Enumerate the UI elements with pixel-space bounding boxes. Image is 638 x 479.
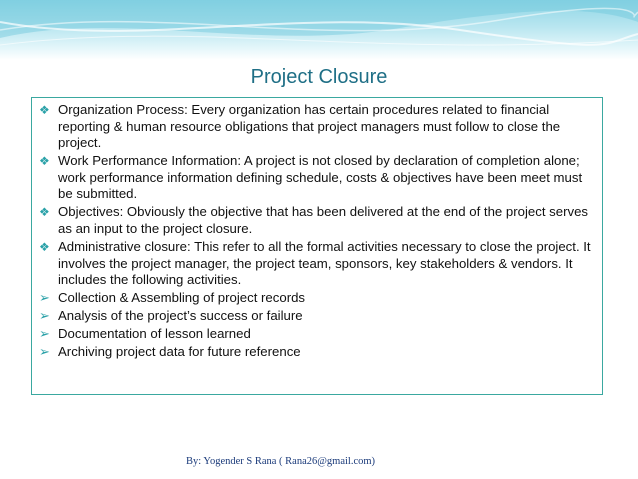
list-item xyxy=(39,153,594,203)
arrow-bullet-icon: ➢ xyxy=(39,344,50,360)
arrow-bullet-icon: ➢ xyxy=(39,326,50,342)
list-item-text: Analysis of the project’s success or failure xyxy=(58,308,303,324)
list-item-text: Administrative closure: This refer to all the formal activities necessary to close the project. It involves the project manager, the project team, sponsors, key stakeholders & vendors. It includes the following activities. xyxy=(58,238,591,288)
diamond-bullet-icon: ❖ xyxy=(39,239,50,254)
list-item xyxy=(39,239,594,289)
footer-credit: By: Yogender S Rana ( Rana26@gmail.com) xyxy=(186,456,376,467)
list-item-text: Documentation of lesson learned xyxy=(58,326,251,342)
list-item-text: Collection & Assembling of project records xyxy=(58,290,306,306)
list-item xyxy=(39,290,594,307)
list-item-text: Archiving project data for future reference xyxy=(58,344,301,360)
arrow-bullet-icon: ➢ xyxy=(39,308,50,324)
header-decoration xyxy=(0,0,638,60)
diamond-bullet-icon: ❖ xyxy=(39,103,50,117)
list-item xyxy=(39,204,594,237)
wave-decoration xyxy=(0,0,638,60)
bullet-list xyxy=(39,102,594,361)
list-item xyxy=(39,344,594,361)
list-item-text: Objectives: Obviously the objective that has been delivered at the end of the project serves as an input to the project closure. xyxy=(58,204,589,236)
list-item xyxy=(39,102,594,152)
diamond-bullet-icon: ❖ xyxy=(39,205,50,220)
slide-title: Project Closure xyxy=(250,66,388,88)
list-item xyxy=(39,326,594,343)
content-box xyxy=(31,97,603,395)
arrow-bullet-icon: ➢ xyxy=(39,290,50,306)
list-item xyxy=(39,308,594,325)
list-item-text: Work Performance Information: A project is not closed by declaration of completion alone; work performance information defining schedule, costs & objectives have been meet must be submitted. xyxy=(58,153,583,202)
diamond-bullet-icon: ❖ xyxy=(39,154,50,169)
list-item-text: Organization Process: Every organization has certain procedures related to financial reporting & human resource obligations that project managers must follow to close the project. xyxy=(58,102,561,151)
